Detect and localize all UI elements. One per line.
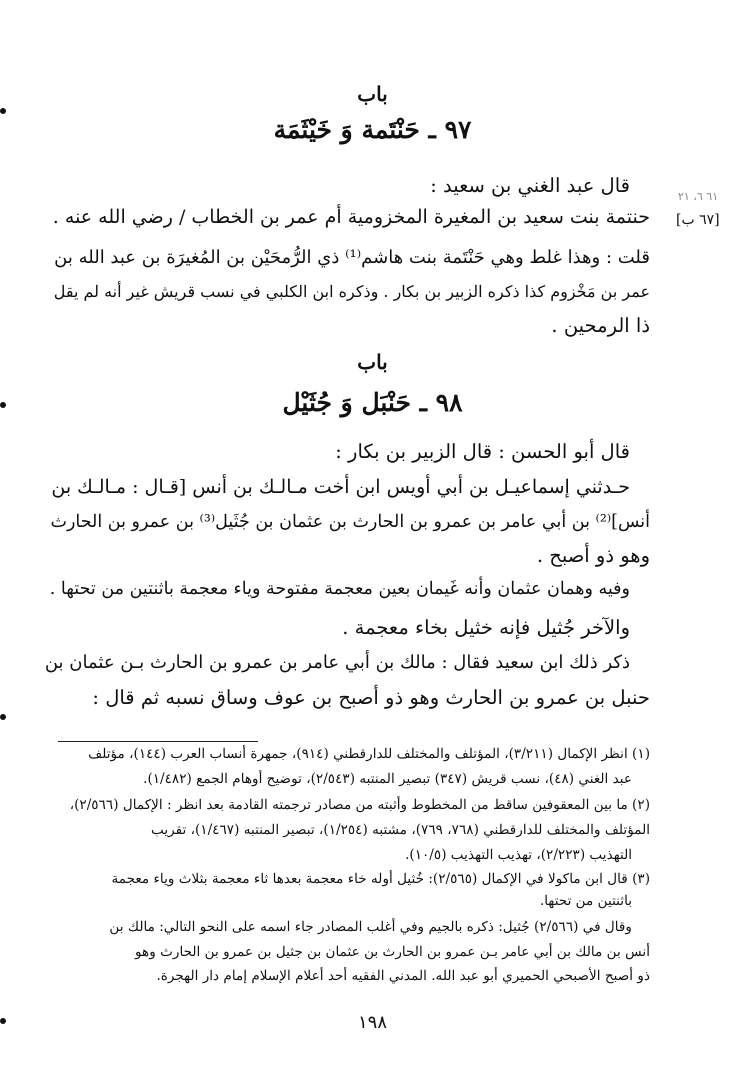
footnote-line: باثنتين من تحتها. bbox=[539, 893, 632, 909]
page-number: ١٩٨ bbox=[357, 1012, 387, 1033]
footnote-line: وقال في (٢/٥٦٦) جُثيل: ذكره بالجيم وفي أغلب المصادر جاء اسمه على النحو التالي: مالك بن bbox=[109, 919, 632, 935]
footnote-line: (١) انظر الإكمال (٣/٢١١)، المؤتلف والمختلف للدارقطني (٩١٤)، جمهرة أنساب العرب (١٤٤)، مؤتلف bbox=[88, 746, 650, 762]
footnote-line: عبد الغني (٤٨)، نسب قريش (٣٤٧) تبصير المنتبه (٢/٥٤٣)، توضيح أوهام الجمع (١/٤٨٢). bbox=[143, 771, 632, 787]
section-98-bab: باب bbox=[357, 350, 388, 374]
footnote-line: (٢) ما بين المعقوفين ساقط من المخطوط وأثبته من مصادر ترجمته القادمة بعد انظر : الإكمال (٢/٥٦٦)، bbox=[69, 797, 650, 813]
footnote-line: ذو أصبح الأصبحي الحميري أبو عبد الله. المدني الفقيه أحد أعلام الإسلام إمام دار الهجرة. bbox=[156, 968, 650, 984]
section-98-line: حنبل بن عمرو بن الحارث وهو ذو أصبح بن عوف وساق نسبه ثم قال : bbox=[92, 686, 650, 709]
section-98-line: قال أبو الحسن : قال الزبير بن بكار : bbox=[335, 440, 630, 463]
section-97-line: قال عبد الغني بن سعيد : bbox=[430, 174, 630, 197]
section-97-line: حنتمة بنت سعيد بن المغيرة المخزومية أم عمر بن الخطاب / رضي الله عنه . bbox=[52, 206, 650, 228]
margin-note-folio: [٦٧ ب] bbox=[676, 212, 720, 228]
section-98-title: ٩٨ ـ حَنْبَل وَ جُثَيْل bbox=[282, 388, 463, 417]
margin-note-faint: ٦١ ٦، ٢١ bbox=[678, 190, 719, 203]
footnote-line: (٣) قال ابن ماكولا في الإكمال (٢/٥٦٥): خُثيل أوله خاء معجمة بعدها ثاء معجمة بثلاث وياء معجمة bbox=[111, 871, 650, 887]
section-97-line: ذا الرمحين . bbox=[551, 314, 650, 337]
footnote-line: المؤتلف والمختلف للدارقطني (٧٦٨، ٧٦٩)، مشتبه (١/٢٥٤)، تبصير المنتبه (١/٤٦٧)، تقريب bbox=[150, 822, 650, 838]
binding-hole-mark bbox=[0, 714, 6, 720]
footnote-divider bbox=[58, 741, 258, 742]
section-97-line: عمر بن مَخْزوم كذا ذكره الزبير بن بكار . وذكره ابن الكلبي في نسب قريش غير أنه لم يقل bbox=[53, 282, 650, 301]
binding-hole-mark bbox=[0, 108, 6, 114]
footnote-line: أنس بن مالك بن أبي عامر بـن عمرو بن الحارث بن عثمان بن جثيل بن عمرو بن الحارث وهو bbox=[135, 944, 650, 960]
section-97-line: قلت : وهذا غلط وهي حَنْتَمة بنت هاشم⁽¹⁾ ذي الرُّمحَيْن بن المُغيرَة بن عبد الله بن bbox=[54, 247, 650, 268]
section-98-line: وهو ذو أصبح . bbox=[536, 544, 650, 567]
footnote-line: التهذيب (٢/٢٢٣)، تهذيب التهذيب (١٠/٥). bbox=[405, 847, 632, 863]
binding-hole-mark bbox=[0, 1018, 6, 1024]
binding-hole-mark bbox=[0, 402, 6, 408]
section-97-title: ٩٧ ـ حَنْتَمة وَ خَيْثَمَة bbox=[273, 115, 472, 144]
section-98-line: والآخر جُثيل فإنه خثيل بخاء معجمة . bbox=[342, 616, 630, 639]
section-98-line: وفيه وهمان عثمان وأنه غَيمان بعين معجمة مفتوحة وياء معجمة باثنتين من تحتها . bbox=[49, 579, 630, 599]
section-98-line: ذكر ذلك ابن سعيد فقال : مالك بن أبي عامر بن عمرو بن الحارث بـن عثمان بن bbox=[44, 652, 630, 673]
section-98-line: حـدثني إسماعيـل بن أبي أويس ابن أخت مـالـك بن أنس [قـال : مـالـك بن bbox=[51, 476, 630, 498]
section-97-bab: باب bbox=[357, 82, 388, 106]
section-98-line: أنس]⁽²⁾ بن أبي عامر بن عمرو بن الحارث بن عثمان بن جُثَيل⁽³⁾ بن عمرو بن الحارث bbox=[50, 512, 650, 532]
